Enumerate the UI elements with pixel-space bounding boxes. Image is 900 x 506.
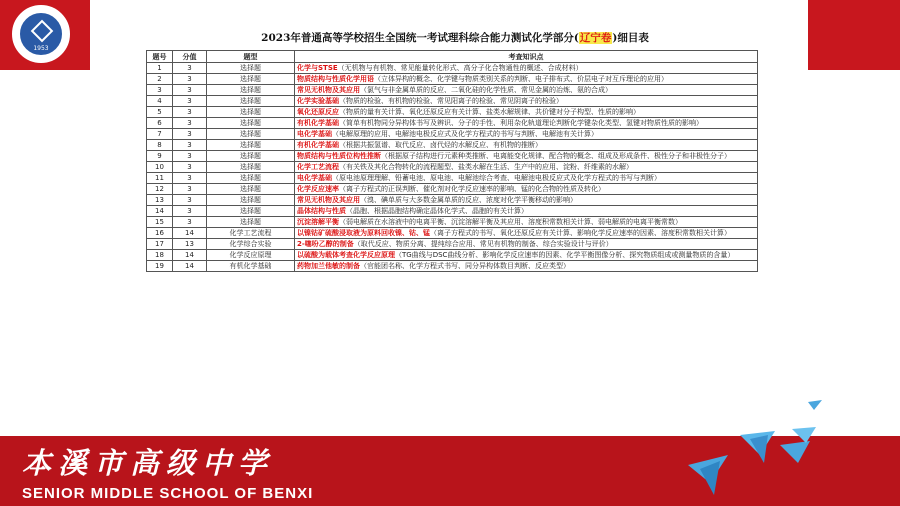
footer-right-block	[808, 440, 900, 506]
cell-number: 19	[147, 261, 173, 272]
cell-knowledge	[295, 107, 758, 118]
knowledge-detail: （根据共振氢谱、取代反应、卤代烃的水解反应、有机物的推断）	[339, 141, 542, 149]
cell-type: 选择题	[207, 206, 295, 217]
cell-number: 13	[147, 195, 173, 206]
table-row	[147, 151, 758, 162]
cell-score: 3	[173, 173, 207, 184]
knowledge-key: 2-噻吩乙醇的制备	[297, 240, 354, 248]
knowledge-detail: （立体异构的概念、化学键与物质类别关系的判断、电子排布式、价层电子对互斥理论的应用）	[374, 75, 668, 83]
knowledge-key: 有机化学基础	[297, 141, 339, 149]
top-right-red-block	[808, 0, 900, 70]
cell-type: 选择题	[207, 184, 295, 195]
knowledge-detail: （TG曲线与DSC曲线分析、影响化学反应速率的因素、化学平衡图像分析、探究物质组成或测量物质的含量）	[395, 251, 735, 259]
detail-table	[146, 50, 758, 272]
cell-type: 选择题	[207, 195, 295, 206]
knowledge-key: 常见无机物及其应用	[297, 86, 360, 94]
cell-type: 选择题	[207, 151, 295, 162]
table-row	[147, 239, 758, 250]
cell-type: 化学工艺流程	[207, 228, 295, 239]
cell-number: 5	[147, 107, 173, 118]
cell-knowledge	[295, 140, 758, 151]
cell-score: 3	[173, 107, 207, 118]
cell-score: 14	[173, 261, 207, 272]
cell-score: 3	[173, 129, 207, 140]
emblem-mark	[31, 20, 54, 43]
knowledge-key: 沉淀溶解平衡	[297, 218, 339, 226]
school-logo	[12, 5, 70, 63]
knowledge-key: 化学与STSE	[297, 64, 338, 72]
cell-type: 化学反应原理	[207, 250, 295, 261]
cell-knowledge	[295, 118, 758, 129]
cell-score: 3	[173, 85, 207, 96]
cell-knowledge	[295, 250, 758, 261]
table-body	[147, 63, 758, 272]
cell-knowledge	[295, 129, 758, 140]
cell-knowledge	[295, 228, 758, 239]
table-row	[147, 206, 758, 217]
knowledge-detail: （电解原理的应用、电解池电极反应式及化学方程式的书写与判断、电解池有关计算）	[332, 130, 598, 138]
cell-score: 3	[173, 96, 207, 107]
knowledge-detail: （物质的检验、有机物的检验、常见阳离子的检验、常见阴离子的检验）	[339, 97, 563, 105]
knowledge-key: 化学反应速率	[297, 185, 339, 193]
paper-birds-icon	[680, 425, 820, 506]
knowledge-key: 化学实验基础	[297, 97, 339, 105]
cell-number: 3	[147, 85, 173, 96]
knowledge-key: 电化学基础	[297, 174, 332, 182]
cell-knowledge	[295, 184, 758, 195]
knowledge-detail: （无机物与有机物、常见能量转化形式、高分子化合物通性的概述、合成材料）	[337, 64, 583, 72]
knowledge-detail: （晶胞、根据晶胞结构确定晶体化学式、晶胞的有关计算）	[346, 207, 528, 215]
knowledge-detail: （官能团名称、化学方程式书写、同分异构体数目判断、反应类型）	[360, 262, 570, 270]
table-row	[147, 129, 758, 140]
title-highlight: 辽宁卷	[579, 32, 612, 44]
table-row	[147, 184, 758, 195]
cell-type: 有机化学基础	[207, 261, 295, 272]
cell-type: 选择题	[207, 129, 295, 140]
cell-type: 选择题	[207, 173, 295, 184]
header-type: 题型	[207, 51, 295, 63]
cell-score: 3	[173, 195, 207, 206]
table-row	[147, 195, 758, 206]
logo-year: 1953	[33, 45, 49, 52]
knowledge-detail: （离子方程式的书写、氧化还原反应有关计算、影响化学反应速率的因素、溶度积常数相关计算）	[430, 229, 731, 237]
cell-number: 12	[147, 184, 173, 195]
cell-number: 6	[147, 118, 173, 129]
knowledge-key: 常见无机物及其应用	[297, 196, 360, 204]
cell-type: 选择题	[207, 118, 295, 129]
cell-type: 选择题	[207, 107, 295, 118]
cell-number: 15	[147, 217, 173, 228]
knowledge-key: 电化学基础	[297, 130, 332, 138]
cell-number: 1	[147, 63, 173, 74]
cell-type: 选择题	[207, 96, 295, 107]
cell-type: 选择题	[207, 74, 295, 85]
cell-knowledge	[295, 195, 758, 206]
title-prefix: 2023年普通高等学校招生全国统一考试理科综合能力测试化学部分(	[261, 32, 579, 44]
table-row	[147, 140, 758, 151]
header-knowledge: 考查知识点	[295, 51, 758, 63]
cell-score: 3	[173, 217, 207, 228]
top-left-red-block	[0, 0, 90, 70]
cell-type: 选择题	[207, 162, 295, 173]
cell-knowledge	[295, 162, 758, 173]
knowledge-detail: （有关铁及其化合物转化的流程题型、盐类水解在生活、生产中的应用、淀粉、纤维素的水解）	[339, 163, 633, 171]
table-row	[147, 173, 758, 184]
knowledge-detail: （离子方程式的正误判断、催化剂对化学反应速率的影响、锰的化合物的性质及转化）	[339, 185, 605, 193]
knowledge-detail: （原电池原理理解、铅蓄电池、原电池、电解池综合考查、电解池电极反应式及化学方程式的书写与判断）	[332, 174, 661, 182]
cell-knowledge	[295, 239, 758, 250]
table-row	[147, 250, 758, 261]
cell-score: 3	[173, 184, 207, 195]
small-bird-icon	[808, 400, 822, 410]
header-score: 分值	[173, 51, 207, 63]
table-row	[147, 217, 758, 228]
knowledge-detail: （物质的量有关计算、氧化还原反应有关计算、盐类水解规律、共价键对分子构型、性质的影响）	[339, 108, 640, 116]
table-header-row	[147, 51, 758, 63]
cell-number: 2	[147, 74, 173, 85]
header-number: 题号	[147, 51, 173, 63]
cell-knowledge	[295, 173, 758, 184]
cell-score: 3	[173, 74, 207, 85]
table-row	[147, 85, 758, 96]
table-row	[147, 261, 758, 272]
cell-number: 16	[147, 228, 173, 239]
cell-type: 选择题	[207, 140, 295, 151]
table-row	[147, 162, 758, 173]
cell-type: 选择题	[207, 217, 295, 228]
cell-score: 3	[173, 118, 207, 129]
cell-type: 选择题	[207, 85, 295, 96]
knowledge-key: 物质结构与性质化学用语	[297, 75, 374, 83]
cell-knowledge	[295, 74, 758, 85]
cell-number: 9	[147, 151, 173, 162]
school-name-english: SENIOR MIDDLE SCHOOL OF BENXI	[22, 485, 314, 502]
table-row	[147, 74, 758, 85]
cell-type: 选择题	[207, 63, 295, 74]
knowledge-key: 物质结构与性质位构性推断	[297, 152, 381, 160]
cell-number: 18	[147, 250, 173, 261]
knowledge-key: 以硫酸为载体考查化学反应原理	[297, 251, 395, 259]
table-row	[147, 118, 758, 129]
cell-number: 4	[147, 96, 173, 107]
cell-knowledge	[295, 151, 758, 162]
knowledge-key: 化学工艺流程	[297, 163, 339, 171]
knowledge-detail: （溴、碘单质与大多数金属单质的反应、浓度对化学平衡移动的影响）	[360, 196, 577, 204]
knowledge-key: 氧化还原反应	[297, 108, 339, 116]
cell-knowledge	[295, 96, 758, 107]
cell-knowledge	[295, 85, 758, 96]
school-name-chinese: 本溪市高级中学	[22, 446, 275, 480]
cell-score: 3	[173, 162, 207, 173]
knowledge-key: 有机化学基础	[297, 119, 339, 127]
cell-number: 8	[147, 140, 173, 151]
cell-number: 10	[147, 162, 173, 173]
cell-number: 17	[147, 239, 173, 250]
cell-score: 3	[173, 151, 207, 162]
cell-score: 14	[173, 250, 207, 261]
knowledge-detail: （氯气与非金属单质的反应、二氧化硅的化学性质、常见金属的冶炼、氨的合成）	[360, 86, 612, 94]
knowledge-detail: （根据原子结构进行元素种类推断、电离能变化规律、配合物的概念、组成及形成条件、极性分子和非极性分子）	[381, 152, 731, 160]
cell-type: 化学综合实验	[207, 239, 295, 250]
school-emblem-icon	[18, 11, 64, 57]
knowledge-detail: （取代反应、物质分离、提纯综合应用、常见有机物的制备、综合实验设计与评价）	[353, 240, 613, 248]
table-row	[147, 228, 758, 239]
cell-score: 14	[173, 228, 207, 239]
title-suffix: )细目表	[612, 32, 649, 44]
cell-score: 13	[173, 239, 207, 250]
table-row	[147, 63, 758, 74]
cell-number: 7	[147, 129, 173, 140]
knowledge-detail: （弱电解质在水溶液中的电离平衡、沉淀溶解平衡及其应用、溶度积常数相关计算、弱电解质的电离平衡常数）	[339, 218, 682, 226]
cell-score: 3	[173, 206, 207, 217]
cell-knowledge	[295, 217, 758, 228]
knowledge-detail: （简单有机物同分异构体书写及辨识、分子的手性、利用杂化轨道理论判断化学键杂化类型、氢键对物质性质的影响）	[339, 119, 703, 127]
cell-knowledge	[295, 261, 758, 272]
knowledge-key: 药物加兰他敏的制备	[297, 262, 360, 270]
cell-number: 11	[147, 173, 173, 184]
knowledge-key: 以镍钴矿硫酸浸取液为原料回收镍、钴、锰	[297, 229, 430, 237]
knowledge-key: 晶体结构与性质	[297, 207, 346, 215]
cell-score: 3	[173, 140, 207, 151]
table-row	[147, 107, 758, 118]
cell-knowledge	[295, 63, 758, 74]
cell-number: 14	[147, 206, 173, 217]
document-title	[220, 30, 690, 45]
table-row	[147, 96, 758, 107]
cell-knowledge	[295, 206, 758, 217]
cell-score: 3	[173, 63, 207, 74]
